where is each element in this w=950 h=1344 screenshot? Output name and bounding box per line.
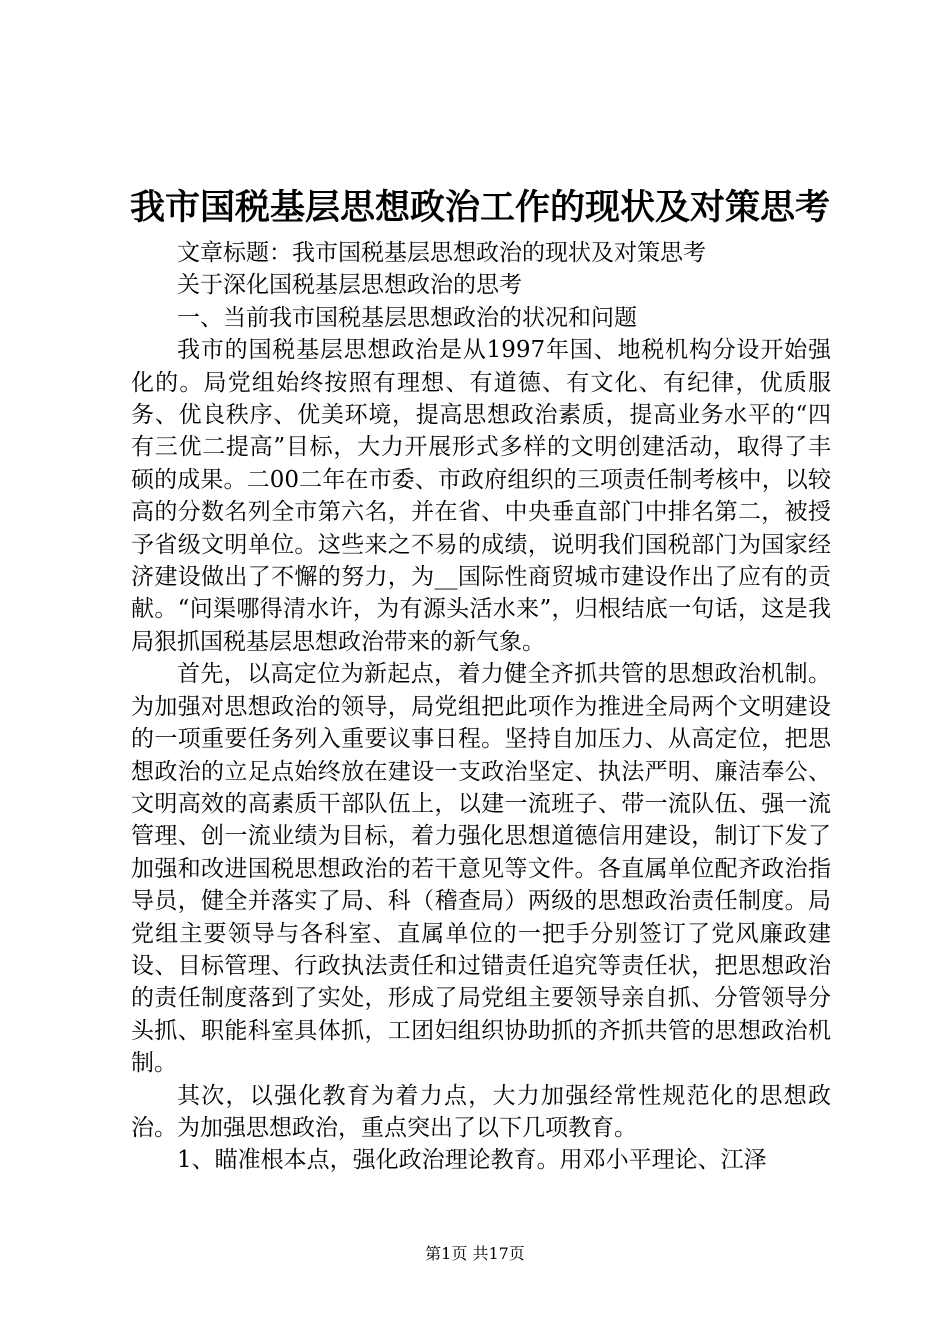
paragraph-subtitle: 关于深化国税基层思想政治的思考 (177, 272, 522, 299)
paragraph: 1、瞄准根本点，强化政治理论教育。用邓小平理论、江泽 (177, 1147, 767, 1174)
document-title: 我市国税基层思想政治工作的现状及对策思考 (129, 187, 830, 228)
paragraph: 我市的国税基层思想政治是从1997年国、地税机构分设开始强化的。局党组始终按照有理想、有道德、有文化、有纪律，优质服务、优良秩序、优美环境，提高思想政治素质，提高业务水平的“四有三优二提高”目标，大力开展形式多样的文明创建活动，取得了丰硕的成果。二00二年在市委、市政府组织的三项责任制考核中，以较高的分数名列全市第六名，并在省、中央垂直部门中排名第二，被授予省级文明单位。这些来之不易的成绩，说明我们国税部门为国家经济建设做出了不懈的努力，为__国际性商贸城市建设作出了应有的贡献。“问渠哪得清水许，为有源头活水来”，归根结底一句话，这是我局狠抓国税基层思想政治带来的新气象。 (131, 337, 831, 655)
section-heading: 一、当前我市国税基层思想政治的状况和问题 (177, 304, 637, 331)
document-body (131, 237, 831, 1177)
paragraph: 首先，以高定位为新起点，着力健全齐抓共管的思想政治机制。为加强对思想政治的领导，局党组把此项作为推进全局两个文明建设的一项重要任务列入重要议事日程。坚持自加压力、从高定位，把思想政治的立足点始终放在建设一支政治坚定、执法严明、廉洁奉公、文明高效的高素质干部队伍上，以建一流班子、带一流队伍、强一流管理、创一流业绩为目标，着力强化思想道德信用建设，制订下发了加强和改进国税思想政治的若干意见等文件。各直属单位配齐政治指导员，健全并落实了局、科（稽查局）两级的思想政治责任制度。局党组主要领导与各科室、直属单位的一把手分别签订了党风廉政建设、目标管理、行政执法责任和过错责任追究等责任状，把思想政治的责任制度落到了实处，形成了局党组主要领导亲自抓、分管领导分头抓、职能科室具体抓，工团妇组织协助抓的齐抓共管的思想政治机制。 (131, 661, 831, 1077)
paragraph: 其次，以强化教育为着力点，大力加强经常性规范化的思想政治。为加强思想政治，重点突出了以下几项教育。 (131, 1082, 831, 1141)
page-number-footer: 第1页 共17页 (425, 1244, 525, 1263)
paragraph-article-title: 文章标题：我市国税基层思想政治的现状及对策思考 (177, 240, 706, 266)
